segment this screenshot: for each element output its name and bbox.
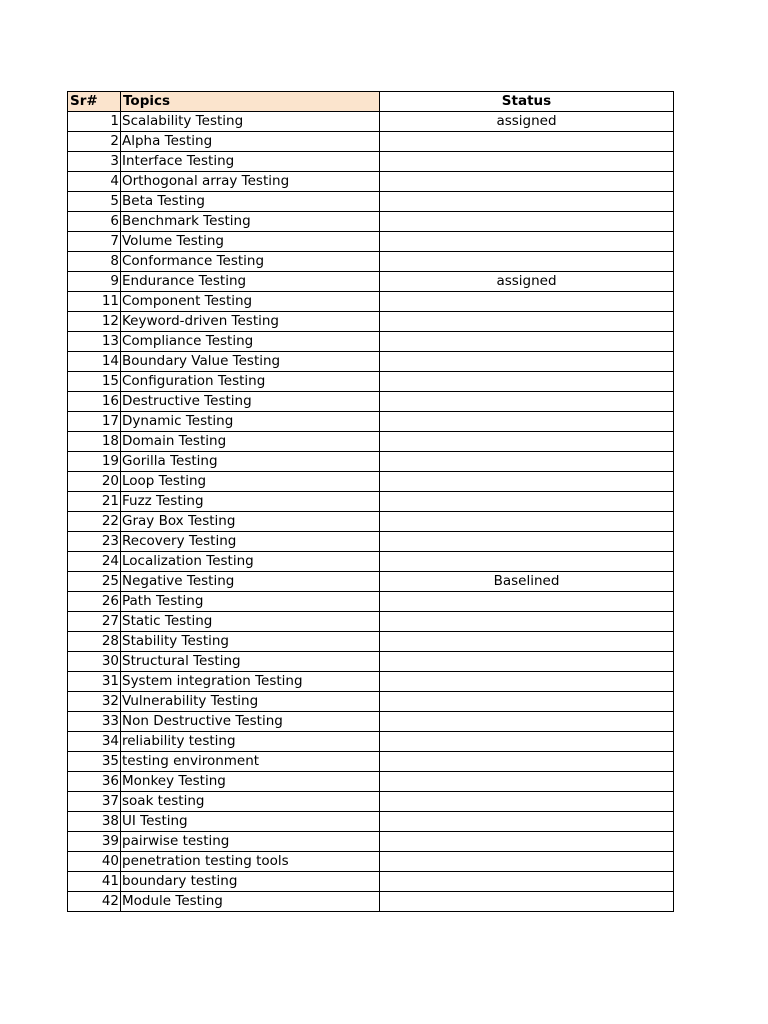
topic-cell: Static Testing — [121, 612, 380, 632]
status-cell — [380, 772, 674, 792]
sr-cell: 1 — [68, 112, 121, 132]
status-cell — [380, 392, 674, 412]
topic-cell: Recovery Testing — [121, 532, 380, 552]
table-row — [68, 352, 674, 372]
header-sr: Sr# — [68, 92, 121, 112]
sr-cell: 32 — [68, 692, 121, 712]
status-cell — [380, 732, 674, 752]
topic-cell: UI Testing — [121, 812, 380, 832]
status-cell — [380, 172, 674, 192]
table-row — [68, 672, 674, 692]
topic-cell: Monkey Testing — [121, 772, 380, 792]
table-row — [68, 852, 674, 872]
table-row — [68, 492, 674, 512]
status-cell: Baselined — [380, 572, 674, 592]
sr-cell: 25 — [68, 572, 121, 592]
table-row — [68, 832, 674, 852]
topic-cell: Non Destructive Testing — [121, 712, 380, 732]
sr-cell: 5 — [68, 192, 121, 212]
table-row — [68, 892, 674, 912]
header-topics: Topics — [121, 92, 380, 112]
sr-cell: 24 — [68, 552, 121, 572]
sr-cell: 6 — [68, 212, 121, 232]
topic-cell: Destructive Testing — [121, 392, 380, 412]
sr-cell: 36 — [68, 772, 121, 792]
sr-cell: 19 — [68, 452, 121, 472]
topic-cell: Boundary Value Testing — [121, 352, 380, 372]
topic-cell: Compliance Testing — [121, 332, 380, 352]
table-row — [68, 692, 674, 712]
table-row — [68, 232, 674, 252]
table-row — [68, 872, 674, 892]
status-cell — [380, 852, 674, 872]
table-row — [68, 272, 674, 292]
table-row — [68, 212, 674, 232]
status-cell — [380, 532, 674, 552]
table-row — [68, 332, 674, 352]
topic-cell: System integration Testing — [121, 672, 380, 692]
status-cell — [380, 332, 674, 352]
sr-cell: 2 — [68, 132, 121, 152]
status-cell — [380, 832, 674, 852]
topic-cell: Fuzz Testing — [121, 492, 380, 512]
status-cell — [380, 212, 674, 232]
topic-cell: reliability testing — [121, 732, 380, 752]
topic-cell: Benchmark Testing — [121, 212, 380, 232]
topic-cell: Interface Testing — [121, 152, 380, 172]
table-row — [68, 512, 674, 532]
topic-cell: Gray Box Testing — [121, 512, 380, 532]
table-row — [68, 452, 674, 472]
topic-cell: Conformance Testing — [121, 252, 380, 272]
status-cell — [380, 672, 674, 692]
sr-cell: 23 — [68, 532, 121, 552]
sr-cell: 26 — [68, 592, 121, 612]
status-cell: assigned — [380, 272, 674, 292]
sr-cell: 27 — [68, 612, 121, 632]
sr-cell: 15 — [68, 372, 121, 392]
sr-cell: 22 — [68, 512, 121, 532]
table-row — [68, 772, 674, 792]
status-cell — [380, 752, 674, 772]
sr-cell: 42 — [68, 892, 121, 912]
table-row — [68, 572, 674, 592]
table-row — [68, 552, 674, 572]
topic-cell: Volume Testing — [121, 232, 380, 252]
sr-cell: 28 — [68, 632, 121, 652]
topic-cell: Orthogonal array Testing — [121, 172, 380, 192]
sr-cell: 30 — [68, 652, 121, 672]
topic-cell: penetration testing tools — [121, 852, 380, 872]
table-row — [68, 192, 674, 212]
table-row — [68, 712, 674, 732]
topic-cell: soak testing — [121, 792, 380, 812]
sr-cell: 20 — [68, 472, 121, 492]
header-status: Status — [380, 92, 674, 112]
table-row — [68, 632, 674, 652]
topic-cell: Vulnerability Testing — [121, 692, 380, 712]
topic-cell: Gorilla Testing — [121, 452, 380, 472]
sr-cell: 17 — [68, 412, 121, 432]
sr-cell: 38 — [68, 812, 121, 832]
table-row — [68, 792, 674, 812]
topic-cell: Scalability Testing — [121, 112, 380, 132]
status-cell — [380, 472, 674, 492]
sr-cell: 35 — [68, 752, 121, 772]
table-row — [68, 132, 674, 152]
status-cell — [380, 712, 674, 732]
topic-cell: testing environment — [121, 752, 380, 772]
table-row — [68, 372, 674, 392]
topic-cell: Dynamic Testing — [121, 412, 380, 432]
sr-cell: 8 — [68, 252, 121, 272]
table-row — [68, 172, 674, 192]
status-cell — [380, 292, 674, 312]
status-cell — [380, 312, 674, 332]
status-cell — [380, 872, 674, 892]
table-row — [68, 312, 674, 332]
topic-cell: Localization Testing — [121, 552, 380, 572]
table-row — [68, 812, 674, 832]
topic-cell: Component Testing — [121, 292, 380, 312]
sr-cell: 9 — [68, 272, 121, 292]
status-cell — [380, 432, 674, 452]
topic-cell: boundary testing — [121, 872, 380, 892]
table-row — [68, 612, 674, 632]
sr-cell: 41 — [68, 872, 121, 892]
status-cell — [380, 412, 674, 432]
table-row — [68, 392, 674, 412]
sr-cell: 4 — [68, 172, 121, 192]
table-row — [68, 652, 674, 672]
sr-cell: 18 — [68, 432, 121, 452]
table-row — [68, 432, 674, 452]
topic-cell: Beta Testing — [121, 192, 380, 212]
status-cell — [380, 652, 674, 672]
table-row — [68, 412, 674, 432]
table-row — [68, 732, 674, 752]
sr-cell: 13 — [68, 332, 121, 352]
topic-cell: Structural Testing — [121, 652, 380, 672]
status-cell — [380, 692, 674, 712]
table-row — [68, 592, 674, 612]
status-cell — [380, 892, 674, 912]
topic-cell: Stability Testing — [121, 632, 380, 652]
sr-cell: 37 — [68, 792, 121, 812]
topic-cell: Alpha Testing — [121, 132, 380, 152]
status-cell — [380, 812, 674, 832]
table-row — [68, 532, 674, 552]
sr-cell: 33 — [68, 712, 121, 732]
topic-cell: Path Testing — [121, 592, 380, 612]
status-cell — [380, 552, 674, 572]
table-row — [68, 472, 674, 492]
sr-cell: 7 — [68, 232, 121, 252]
status-cell — [380, 512, 674, 532]
status-cell — [380, 132, 674, 152]
status-cell — [380, 152, 674, 172]
sr-cell: 11 — [68, 292, 121, 312]
table-row — [68, 252, 674, 272]
status-cell — [380, 632, 674, 652]
sr-cell: 12 — [68, 312, 121, 332]
sr-cell: 34 — [68, 732, 121, 752]
topic-cell: Domain Testing — [121, 432, 380, 452]
sr-cell: 40 — [68, 852, 121, 872]
topic-cell: Configuration Testing — [121, 372, 380, 392]
table-row — [68, 752, 674, 772]
status-cell: assigned — [380, 112, 674, 132]
topic-cell: Negative Testing — [121, 572, 380, 592]
table-row — [68, 112, 674, 132]
topics-table — [67, 91, 674, 912]
sr-cell: 14 — [68, 352, 121, 372]
sr-cell: 31 — [68, 672, 121, 692]
topic-cell: Keyword-driven Testing — [121, 312, 380, 332]
topic-cell: pairwise testing — [121, 832, 380, 852]
status-cell — [380, 252, 674, 272]
sr-cell: 39 — [68, 832, 121, 852]
topic-cell: Module Testing — [121, 892, 380, 912]
topic-cell: Endurance Testing — [121, 272, 380, 292]
status-cell — [380, 792, 674, 812]
status-cell — [380, 372, 674, 392]
status-cell — [380, 452, 674, 472]
status-cell — [380, 592, 674, 612]
table-row — [68, 292, 674, 312]
status-cell — [380, 492, 674, 512]
sr-cell: 3 — [68, 152, 121, 172]
topic-cell: Loop Testing — [121, 472, 380, 492]
table-row — [68, 152, 674, 172]
status-cell — [380, 352, 674, 372]
sr-cell: 21 — [68, 492, 121, 512]
status-cell — [380, 192, 674, 212]
status-cell — [380, 232, 674, 252]
sr-cell: 16 — [68, 392, 121, 412]
header-row — [68, 92, 674, 112]
status-cell — [380, 612, 674, 632]
